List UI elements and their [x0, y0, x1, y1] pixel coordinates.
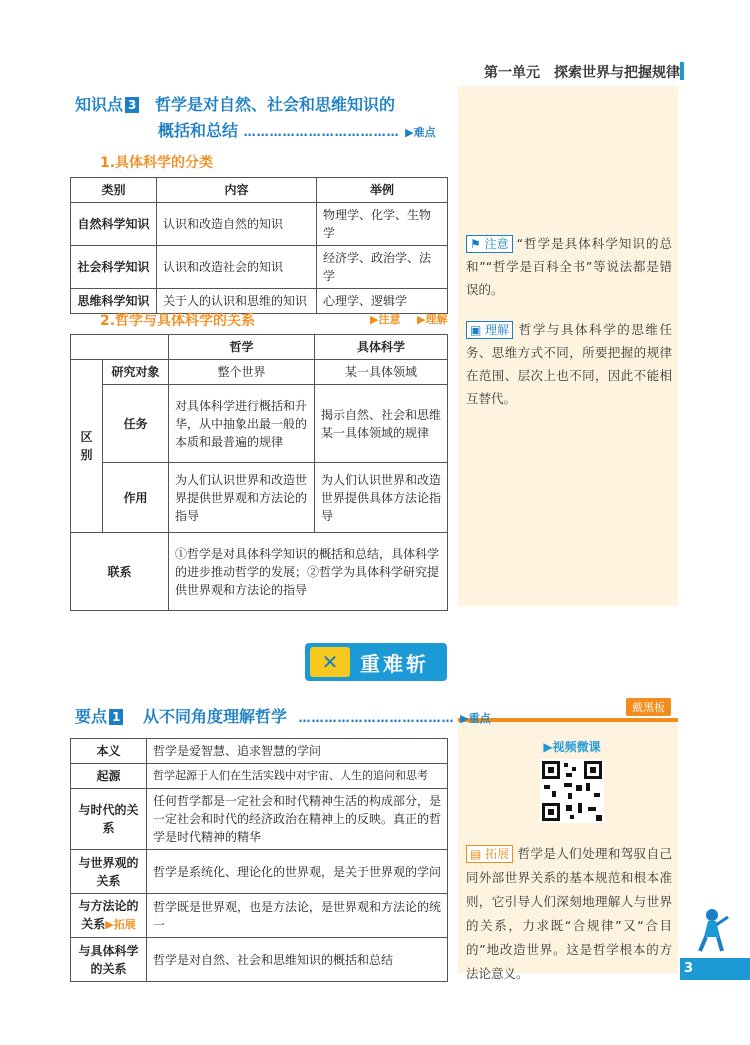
table-row — [71, 764, 448, 789]
difficulty-tag: ▶难点 — [405, 126, 436, 139]
understand-note — [466, 318, 672, 410]
row-label: 起源 — [71, 764, 147, 789]
expand-tag: ▶拓展 — [105, 918, 136, 931]
corner-cell-2 — [103, 335, 169, 360]
understand-note-text: 哲学与具体科学的思维任务、思维方式不同，所要把握的规律在范围、层次上也不同，因此不能相互替代。 — [466, 322, 672, 406]
point-dots: ……………………………… — [298, 711, 455, 725]
blackboard-badge: 戴黑板 — [626, 698, 671, 716]
key-tag: ▶重点 — [460, 712, 491, 725]
point-title — [75, 704, 491, 727]
row-label: 作用 — [103, 463, 169, 533]
kp-title-line2-row — [158, 118, 436, 141]
corner-cell — [71, 335, 103, 360]
expand-note — [466, 842, 672, 986]
row-text: 哲学起源于人们在生活实践中对宇宙、人生的追问和思考 — [147, 764, 448, 789]
table-row — [71, 938, 448, 982]
kp-prefix: 知识点 — [75, 95, 124, 114]
cell-philosophy: 对具体科学进行概括和升华，从中抽象出最一般的本质和最普遍的规律 — [169, 385, 315, 463]
row-text: 哲学是系统化、理论化的世界观，是关于世界观的学问 — [147, 850, 448, 894]
video-qr[interactable] — [535, 738, 609, 828]
student-figure-icon — [690, 905, 730, 955]
expand-note-text: 哲学是人们处理和驾驭自己同外部世界关系的基本规范和根本准则，它引导人们深刻地理解人与世界的关系，力求既“合规律”又“合目的”地改造世界。这是哲学根本的方法论意义。 — [466, 846, 672, 981]
row-label: 与时代的关系 — [71, 789, 147, 850]
row-label: 与世界观的关系 — [71, 850, 147, 894]
cell-science: 某一具体领域 — [315, 360, 448, 385]
cell-category: 自然科学知识 — [71, 203, 157, 246]
cell-science: 揭示自然、社会和思维某一具体领域的规律 — [315, 385, 448, 463]
cell-content: 认识和改造自然的知识 — [157, 203, 317, 246]
section1-title: 1.具体科学的分类 — [100, 155, 214, 171]
table-row — [71, 463, 448, 533]
table-row — [71, 385, 448, 463]
qr-code-icon[interactable] — [540, 759, 604, 823]
video-label: ▶视频微课 — [543, 740, 601, 754]
kp-number: 3 — [125, 97, 139, 113]
unit-title: 第一单元 探索世界与把握规律 — [484, 65, 680, 81]
table-row — [71, 360, 448, 385]
point-prefix: 要点 — [75, 707, 108, 726]
cell-category: 社会科学知识 — [71, 246, 157, 289]
table-row — [71, 789, 448, 850]
table-row — [71, 246, 448, 289]
book-icon: ▣ — [470, 323, 482, 337]
attention-note — [466, 232, 672, 301]
cell-science: 为人们认识世界和改造世界提供具体方法论指导 — [315, 463, 448, 533]
link-label: 联系 — [71, 533, 169, 611]
relation-table — [70, 334, 448, 611]
kp-title-line1: 哲学是对自然、社会和思维知识的 — [154, 95, 395, 114]
page-number: 3 — [680, 958, 750, 980]
th-philosophy: 哲学 — [169, 335, 315, 360]
row-text: 哲学是爱智慧、追求智慧的学问 — [147, 739, 448, 764]
cell-example: 物理学、化学、生物学 — [317, 203, 448, 246]
bell-icon: ⚑ — [470, 237, 481, 251]
table-row — [71, 894, 448, 938]
understand-tag: ▶理解 — [417, 313, 448, 326]
table-row — [71, 850, 448, 894]
play-icon: ▶ — [543, 740, 553, 754]
cell-category: 思维科学知识 — [71, 289, 157, 314]
expand-note-tag: ▤ 拓展 — [466, 845, 513, 863]
kp-dots: ……………………………… — [243, 125, 400, 139]
cell-philosophy: 为人们认识世界和改造世界提供世界观和方法论的指导 — [169, 463, 315, 533]
swords-icon: ✕ — [310, 647, 350, 677]
cell-content: 认识和改造社会的知识 — [157, 246, 317, 289]
row-label: 任务 — [103, 385, 169, 463]
knowledge-point-title — [75, 92, 395, 115]
th-science: 具体科学 — [315, 335, 448, 360]
diff-label: 区别 — [71, 360, 103, 533]
table-row — [71, 533, 448, 611]
unit-title-bar — [680, 62, 684, 80]
section-banner — [305, 643, 447, 681]
th-category: 类别 — [71, 178, 157, 203]
kp-title-line2: 概括和总结 — [158, 121, 239, 140]
row-label: 本义 — [71, 739, 147, 764]
understand-note-tag: ▣ 理解 — [466, 321, 513, 339]
classification-table — [70, 177, 448, 314]
attention-tag: ▶注意 — [370, 313, 401, 326]
point-title-text: 从不同角度理解哲学 — [142, 707, 287, 726]
th-content: 内容 — [157, 178, 317, 203]
link-text: ①哲学是对具体科学知识的概括和总结，具体科学的进步推动哲学的发展；②哲学为具体科学研究提供世界观和方法论的指导 — [169, 533, 448, 611]
cell-content: 关于人的认识和思维的知识 — [157, 289, 317, 314]
table-row — [71, 739, 448, 764]
point-number: 1 — [109, 709, 123, 725]
banner-text: 重难斩 — [360, 651, 429, 676]
cell-example: 经济学、政治学、法学 — [317, 246, 448, 289]
row-label: 研究对象 — [103, 360, 169, 385]
row-label: 与具体科学的关系 — [71, 938, 147, 982]
th-example: 举例 — [317, 178, 448, 203]
philosophy-table — [70, 738, 448, 982]
expand-icon: ▤ — [470, 847, 482, 861]
cell-example: 心理学、逻辑学 — [317, 289, 448, 314]
row-text: 哲学是对自然、社会和思维知识的概括和总结 — [147, 938, 448, 982]
cell-philosophy: 整个世界 — [169, 360, 315, 385]
attention-note-text: “哲学是具体科学知识的总和”“哲学是百科全书”等说法都是错误的。 — [466, 236, 672, 297]
table-row — [71, 203, 448, 246]
section2-title: 2.哲学与具体科学的关系 — [100, 313, 256, 329]
row-text: 任何哲学都是一定社会和时代精神生活的构成部分，是一定社会和时代的经济政治在精神上的反映。真正的哲学是时代精神的精华 — [147, 789, 448, 850]
row-label: 与方法论的关系▶拓展 — [71, 894, 147, 938]
row-text: 哲学既是世界观，也是方法论，是世界观和方法论的统一 — [147, 894, 448, 938]
attention-note-tag: ⚑ 注意 — [466, 235, 513, 253]
